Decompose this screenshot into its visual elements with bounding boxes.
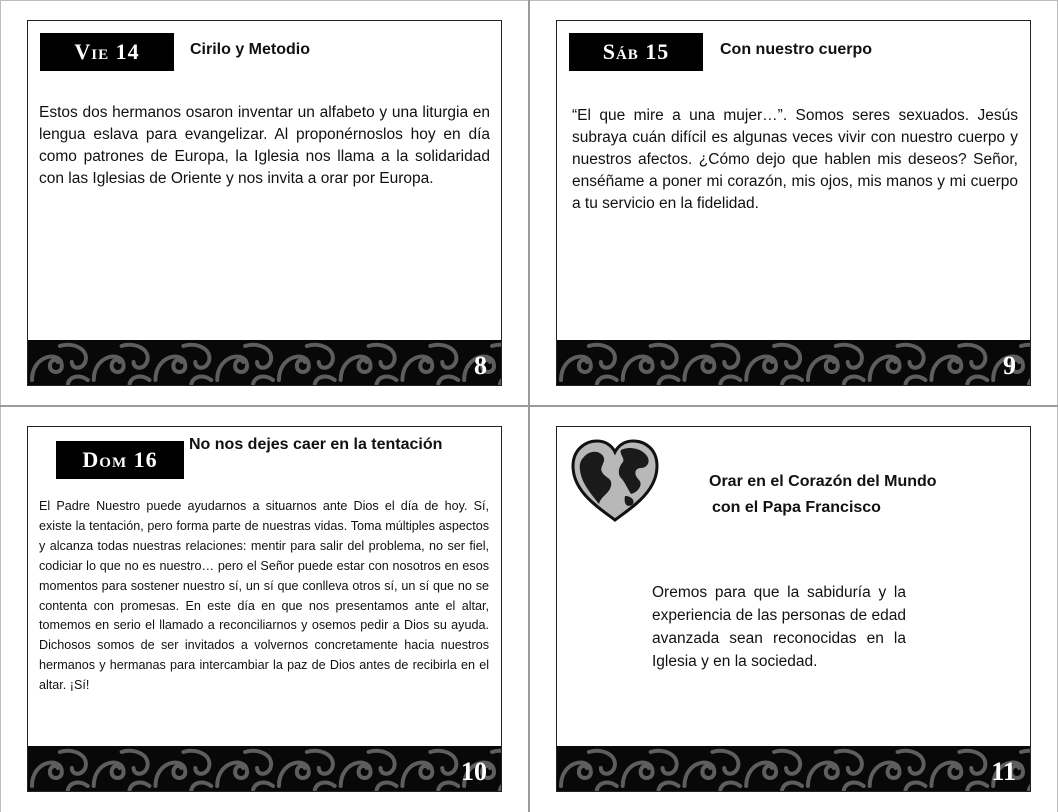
ornament-pattern (28, 746, 501, 791)
heart-globe-icon (569, 438, 661, 522)
card-body-text: El Padre Nuestro puede ayudarnos a situarnos ante Dios el día de hoy. Sí, existe la tentación, pero forma parte de nuestras vidas. Toma múltiples aspectos y alcanza todas nuestras relaciones: mentir para salir del problema, no ser fiel, codiciar lo que no es nuestro… pero el Señor puede estar con nosotros en esos momentos para sostener nuestro sí, un sí que conlleva otros sí, un sí que no se contenta con promesas. En este día en que nos presentamos ante el altar, tomemos en serio el llamado a reconciliarnos y osemos pedir a Dios su ayuda. Dichosos somos de ser invitados a volvernos concretamente hacia nuestros hermanos y hermanas para intercambiar la paz de Dios antes de recibirla en el altar. ¡Sí! (39, 499, 489, 693)
ornament-band (557, 340, 1030, 385)
card-title: Con nuestro cuerpo (720, 41, 873, 58)
page-number: 11 (991, 757, 1016, 786)
card-sab-15 (556, 20, 1031, 386)
page-number: 10 (461, 757, 487, 786)
card-body-text: Oremos para que la sabiduría y la experiencia de las personas de edad avanzada sean reconocidas en la Iglesia y en la sociedad. (652, 584, 906, 670)
card-dom-16 (27, 426, 502, 792)
ornament-pattern (557, 340, 1030, 385)
ornament-band (28, 340, 501, 385)
ornament-band (557, 746, 1030, 791)
card-title: No nos dejes caer en la tentación (189, 436, 443, 453)
card-vie-14 (27, 20, 502, 386)
card-prayer-intention (556, 426, 1031, 792)
card-body-text: Estos dos hermanos osaron inventar un alfabeto y una liturgia en lengua eslava para evangelizar. Al proponérnoslos hoy en día como patrones de Europa, la Iglesia nos llama a la solidaridad con las Iglesias de Oriente y nos invita a orar por Europa. (39, 104, 490, 187)
card-title-line-2: con el Papa Francisco (712, 499, 881, 516)
card-title-line-1: Orar en el Corazón del Mundo (709, 473, 937, 490)
page-number: 9 (1003, 351, 1016, 380)
horizontal-cut-line (0, 405, 1058, 407)
ornament-pattern (28, 340, 501, 385)
ornament-pattern (557, 746, 1030, 791)
card-title: Cirilo y Metodio (190, 41, 310, 58)
page-number: 8 (474, 351, 487, 380)
day-badge: Dom 16 (56, 441, 184, 479)
day-badge: Sáb 15 (569, 33, 703, 71)
day-badge: Vie 14 (40, 33, 174, 71)
ornament-band (28, 746, 501, 791)
card-body-text: “El que mire a una mujer…”. Somos seres sexuados. Jesús subraya cuán difícil es algunas veces vivir con nuestro cuerpo y nuestros afectos. ¿Cómo dejo que hablen mis deseos? Señor, enséñame a poner mi corazón, mis ojos, mis manos y mi cuerpo a tu servicio en la fidelidad. (572, 107, 1018, 212)
